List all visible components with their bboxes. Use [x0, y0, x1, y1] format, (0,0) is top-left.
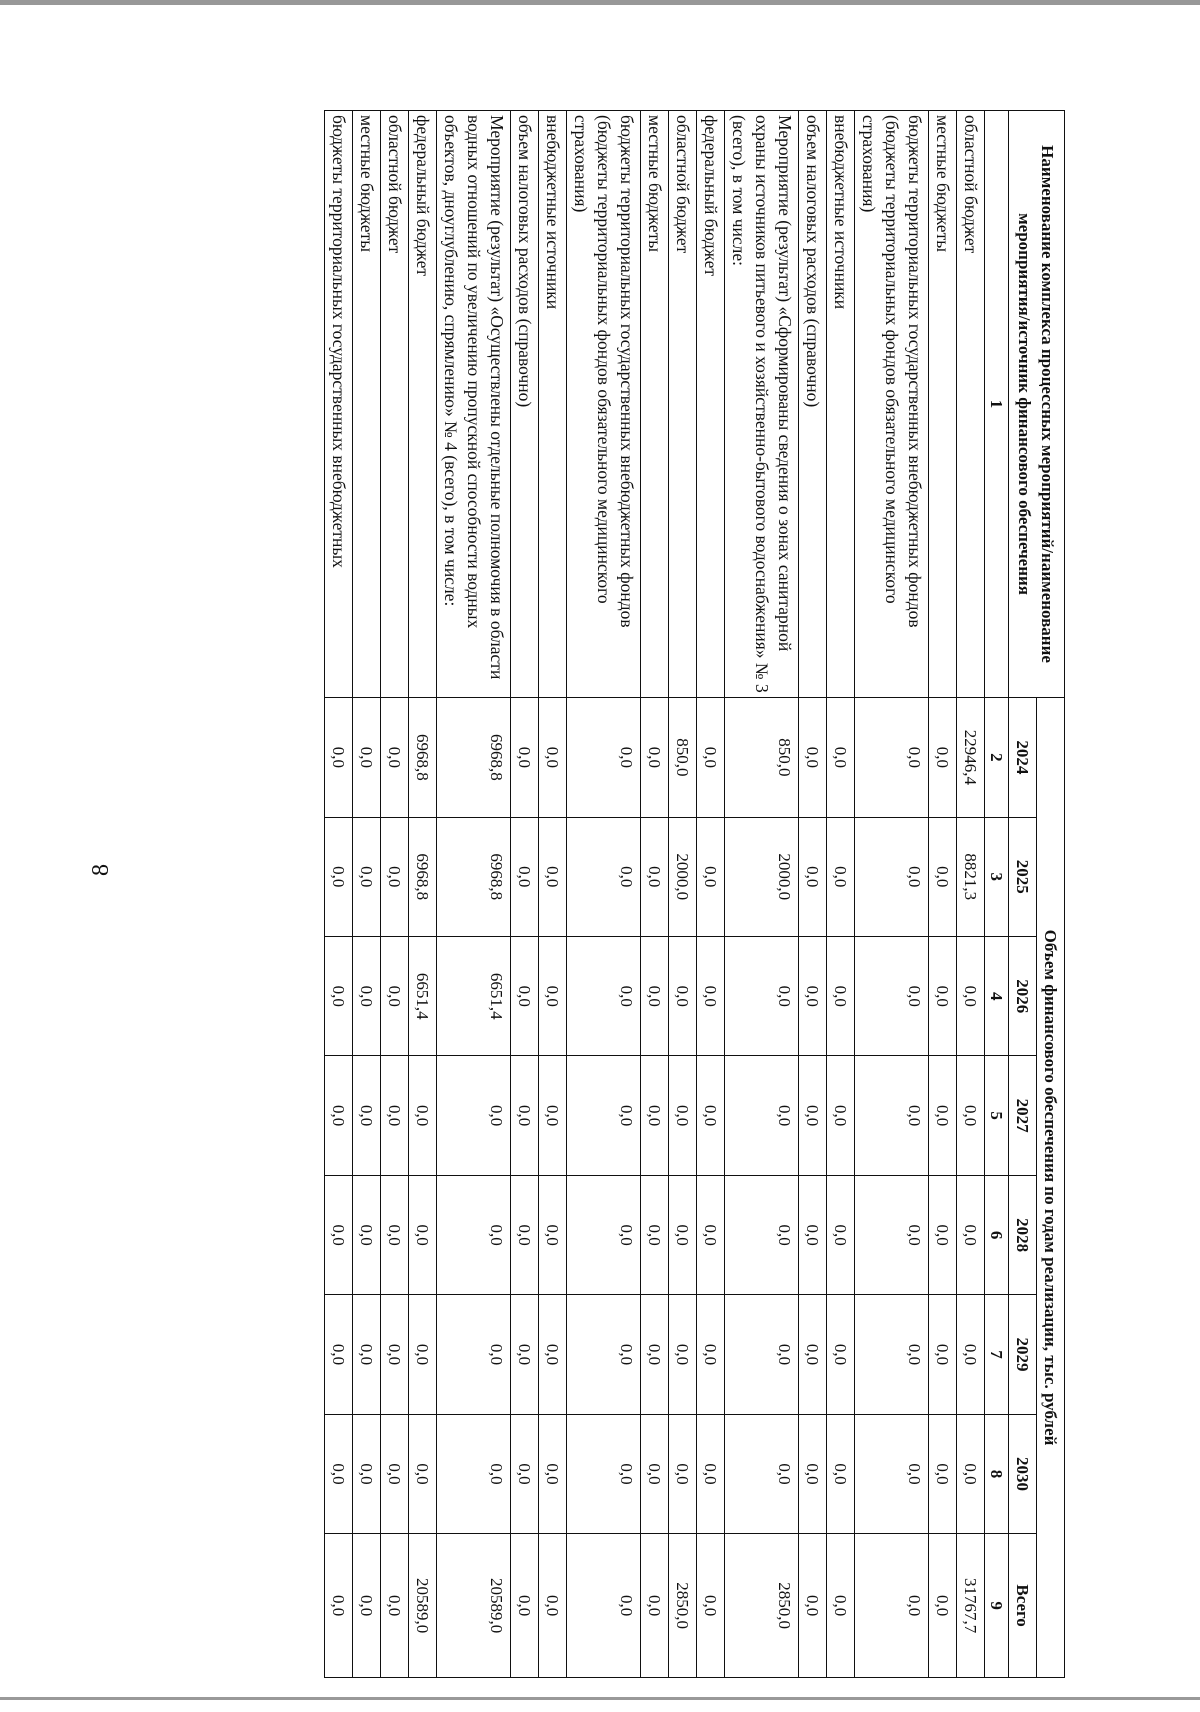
row-value-cell: 0,0 — [725, 1056, 799, 1175]
row-value-cell: 0,0 — [697, 1414, 725, 1533]
header-year: 2026 — [1009, 936, 1037, 1055]
row-value-cell: 0,0 — [725, 1414, 799, 1533]
row-value-cell: 0,0 — [325, 698, 353, 817]
table-row — [353, 111, 381, 1678]
row-value-cell: 0,0 — [539, 698, 567, 817]
row-value-cell: 0,0 — [539, 817, 567, 936]
row-value-cell: 0,0 — [669, 1295, 697, 1414]
row-value-cell: 0,0 — [957, 1414, 985, 1533]
row-value-cell: 0,0 — [697, 817, 725, 936]
row-value-cell: 6968,8 — [409, 698, 437, 817]
table-row — [957, 111, 985, 1678]
table-row — [437, 111, 511, 1678]
row-value-cell: 0,0 — [827, 1295, 855, 1414]
row-value-cell: 0,0 — [641, 1295, 669, 1414]
row-value-cell: 0,0 — [325, 1414, 353, 1533]
table-row — [539, 111, 567, 1678]
row-value-cell: 0,0 — [567, 1414, 641, 1533]
row-value-cell: 0,0 — [409, 1175, 437, 1294]
row-value-cell: 0,0 — [697, 698, 725, 817]
row-label: Мероприятие (результат) «Сформированы сведения о зонах санитарной охраны источников питьевого и хозяйственно-бытового водоснабжения» № 3 (всего), в том числе: — [725, 111, 799, 698]
row-value-cell: 2000,0 — [725, 817, 799, 936]
table-row — [641, 111, 669, 1678]
row-value-cell: 0,0 — [511, 817, 539, 936]
row-value-cell: 0,0 — [511, 698, 539, 817]
row-value-cell: 0,0 — [799, 1056, 827, 1175]
row-value-cell: 0,0 — [725, 1175, 799, 1294]
row-value-cell: 0,0 — [437, 1056, 511, 1175]
row-value-cell: 0,0 — [325, 1175, 353, 1294]
header-year: 2029 — [1009, 1295, 1037, 1414]
row-value-cell: 0,0 — [353, 1056, 381, 1175]
row-value-cell: 0,0 — [325, 817, 353, 936]
table-row — [409, 111, 437, 1678]
row-value-cell: 0,0 — [641, 1056, 669, 1175]
row-total-cell: 0,0 — [353, 1534, 381, 1678]
row-value-cell: 0,0 — [827, 1056, 855, 1175]
row-value-cell: 0,0 — [855, 936, 929, 1055]
rotated-table-wrapper — [140, 110, 1065, 1678]
row-value-cell: 0,0 — [929, 936, 957, 1055]
row-value-cell: 0,0 — [353, 1295, 381, 1414]
row-total-cell: 31767,7 — [957, 1534, 985, 1678]
row-total-cell: 2850,0 — [669, 1534, 697, 1678]
row-value-cell: 0,0 — [799, 1414, 827, 1533]
header-funding-title: Объем финансового обеспечения по годам реализации, тыс. рублей — [1037, 698, 1065, 1678]
row-value-cell: 0,0 — [799, 1175, 827, 1294]
row-value-cell: 0,0 — [855, 1295, 929, 1414]
row-label: местные бюджеты — [641, 111, 669, 698]
row-total-cell: 20589,0 — [437, 1534, 511, 1678]
row-value-cell: 0,0 — [353, 698, 381, 817]
row-value-cell: 0,0 — [641, 936, 669, 1055]
financing-table — [324, 110, 1065, 1678]
row-value-cell: 6651,4 — [437, 936, 511, 1055]
row-value-cell: 6651,4 — [409, 936, 437, 1055]
row-value-cell: 0,0 — [855, 1175, 929, 1294]
row-label: областной бюджет — [957, 111, 985, 698]
row-value-cell: 0,0 — [957, 1056, 985, 1175]
row-total-cell: 0,0 — [539, 1534, 567, 1678]
row-value-cell: 0,0 — [641, 1175, 669, 1294]
row-value-cell: 0,0 — [957, 1175, 985, 1294]
row-value-cell: 0,0 — [567, 1175, 641, 1294]
row-total-cell: 0,0 — [641, 1534, 669, 1678]
row-value-cell: 0,0 — [697, 936, 725, 1055]
row-value-cell: 0,0 — [353, 1414, 381, 1533]
header-index: 9 — [985, 1534, 1009, 1678]
row-value-cell: 0,0 — [539, 1056, 567, 1175]
row-value-cell: 0,0 — [381, 1056, 409, 1175]
row-value-cell: 0,0 — [669, 1056, 697, 1175]
table-row — [697, 111, 725, 1678]
row-value-cell: 0,0 — [353, 817, 381, 936]
row-label: областной бюджет — [669, 111, 697, 698]
row-value-cell: 0,0 — [325, 1056, 353, 1175]
header-index: 5 — [985, 1056, 1009, 1175]
row-value-cell: 0,0 — [381, 1414, 409, 1533]
header-year: 2028 — [1009, 1175, 1037, 1294]
header-index: 2 — [985, 698, 1009, 817]
row-total-cell: 0,0 — [827, 1534, 855, 1678]
header-index: 4 — [985, 936, 1009, 1055]
table-row — [725, 111, 799, 1678]
row-value-cell: 0,0 — [539, 1175, 567, 1294]
header-year: 2025 — [1009, 817, 1037, 936]
row-value-cell: 0,0 — [799, 936, 827, 1055]
row-total-cell: 0,0 — [325, 1534, 353, 1678]
row-value-cell: 0,0 — [929, 1175, 957, 1294]
row-value-cell: 0,0 — [511, 1175, 539, 1294]
row-value-cell: 0,0 — [929, 698, 957, 817]
row-value-cell: 0,0 — [567, 1056, 641, 1175]
row-value-cell: 0,0 — [641, 698, 669, 817]
row-value-cell: 0,0 — [539, 936, 567, 1055]
scan-edge-bottom — [0, 1697, 1200, 1700]
row-value-cell: 0,0 — [325, 1295, 353, 1414]
row-value-cell: 0,0 — [437, 1414, 511, 1533]
row-value-cell: 0,0 — [381, 698, 409, 817]
row-value-cell: 850,0 — [669, 698, 697, 817]
row-value-cell: 0,0 — [539, 1295, 567, 1414]
row-value-cell: 0,0 — [929, 1056, 957, 1175]
row-value-cell: 0,0 — [539, 1414, 567, 1533]
row-value-cell: 0,0 — [353, 1175, 381, 1294]
row-label: местные бюджеты — [929, 111, 957, 698]
table-row — [827, 111, 855, 1678]
row-total-cell: 0,0 — [799, 1534, 827, 1678]
row-value-cell: 0,0 — [641, 1414, 669, 1533]
table-row — [855, 111, 929, 1678]
row-value-cell: 0,0 — [409, 1295, 437, 1414]
row-value-cell: 0,0 — [437, 1295, 511, 1414]
row-total-cell: 0,0 — [929, 1534, 957, 1678]
row-value-cell: 0,0 — [381, 936, 409, 1055]
row-value-cell: 0,0 — [353, 936, 381, 1055]
row-value-cell: 0,0 — [697, 1056, 725, 1175]
row-value-cell: 0,0 — [929, 1414, 957, 1533]
row-value-cell: 8821,3 — [957, 817, 985, 936]
table-row — [325, 111, 353, 1678]
page-number: 8 — [88, 864, 114, 876]
table-row — [567, 111, 641, 1678]
row-value-cell: 22946,4 — [957, 698, 985, 817]
row-value-cell: 0,0 — [381, 1295, 409, 1414]
row-label: объем налоговых расходов (справочно) — [511, 111, 539, 698]
row-label: объем налоговых расходов (справочно) — [799, 111, 827, 698]
header-index: 1 — [985, 111, 1009, 698]
row-label: внебюджетные источники — [539, 111, 567, 698]
row-value-cell: 0,0 — [827, 1414, 855, 1533]
row-value-cell: 6968,8 — [437, 698, 511, 817]
row-label: федеральный бюджет — [409, 111, 437, 698]
row-value-cell: 0,0 — [567, 936, 641, 1055]
row-value-cell: 0,0 — [669, 936, 697, 1055]
row-total-cell: 0,0 — [855, 1534, 929, 1678]
row-value-cell: 0,0 — [511, 1056, 539, 1175]
row-value-cell: 0,0 — [855, 817, 929, 936]
row-label: федеральный бюджет — [697, 111, 725, 698]
row-total-cell: 2850,0 — [725, 1534, 799, 1678]
header-year: 2027 — [1009, 1056, 1037, 1175]
row-value-cell: 0,0 — [799, 817, 827, 936]
header-year: 2024 — [1009, 698, 1037, 817]
table-row — [799, 111, 827, 1678]
table-row — [381, 111, 409, 1678]
row-value-cell: 0,0 — [381, 1175, 409, 1294]
row-value-cell: 0,0 — [855, 1056, 929, 1175]
row-value-cell: 0,0 — [669, 1414, 697, 1533]
row-value-cell: 0,0 — [725, 1295, 799, 1414]
row-value-cell: 0,0 — [567, 698, 641, 817]
header-index: 3 — [985, 817, 1009, 936]
row-label: бюджеты территориальных государственных внебюджетных — [325, 111, 353, 698]
row-value-cell: 0,0 — [567, 817, 641, 936]
row-label: областной бюджет — [381, 111, 409, 698]
row-value-cell: 0,0 — [511, 1295, 539, 1414]
row-value-cell: 2000,0 — [669, 817, 697, 936]
row-value-cell: 0,0 — [929, 817, 957, 936]
row-total-cell: 0,0 — [381, 1534, 409, 1678]
row-value-cell: 0,0 — [725, 936, 799, 1055]
row-value-cell: 6968,8 — [437, 817, 511, 936]
row-value-cell: 6968,8 — [409, 817, 437, 936]
row-value-cell: 0,0 — [511, 936, 539, 1055]
row-value-cell: 0,0 — [325, 936, 353, 1055]
header-index: 6 — [985, 1175, 1009, 1294]
row-value-cell: 0,0 — [827, 698, 855, 817]
row-total-cell: 0,0 — [511, 1534, 539, 1678]
row-value-cell: 0,0 — [511, 1414, 539, 1533]
header-index: 8 — [985, 1414, 1009, 1533]
row-total-cell: 0,0 — [567, 1534, 641, 1678]
table-body — [325, 111, 985, 1678]
header-name-col: Наименование комплекса процессных мероприятий/наименование мероприятия/источник финансового обеспечения — [1009, 111, 1065, 698]
row-label: Мероприятие (результат) «Осуществлены отдельные полномочия в области водных отношений по увеличению пропускной способности водных объектов, дноуглублению, спрямлению» № 4 (всего), в том числе: — [437, 111, 511, 698]
row-total-cell: 0,0 — [697, 1534, 725, 1678]
header-year: 2030 — [1009, 1414, 1037, 1533]
table-row — [511, 111, 539, 1678]
table-row — [669, 111, 697, 1678]
row-value-cell: 0,0 — [567, 1295, 641, 1414]
row-label: внебюджетные источники — [827, 111, 855, 698]
row-value-cell: 0,0 — [957, 1295, 985, 1414]
row-value-cell: 0,0 — [697, 1175, 725, 1294]
row-value-cell: 0,0 — [697, 1295, 725, 1414]
row-value-cell: 0,0 — [855, 698, 929, 817]
header-total: Всего — [1009, 1534, 1037, 1678]
row-label: местные бюджеты — [353, 111, 381, 698]
row-value-cell: 0,0 — [855, 1414, 929, 1533]
row-value-cell: 0,0 — [827, 817, 855, 936]
table-row — [929, 111, 957, 1678]
row-value-cell: 0,0 — [437, 1175, 511, 1294]
row-value-cell: 0,0 — [957, 936, 985, 1055]
row-label: бюджеты территориальных государственных внебюджетных фондов (бюджеты территориальных фондов обязательного медицинского страхования) — [567, 111, 641, 698]
row-value-cell: 0,0 — [641, 817, 669, 936]
row-value-cell: 0,0 — [827, 936, 855, 1055]
row-value-cell: 0,0 — [409, 1056, 437, 1175]
row-value-cell: 0,0 — [799, 698, 827, 817]
scan-edge-top — [0, 0, 1200, 5]
row-label: бюджеты территориальных государственных внебюджетных фондов (бюджеты территориальных фондов обязательного медицинского страхования) — [855, 111, 929, 698]
row-value-cell: 0,0 — [799, 1295, 827, 1414]
row-value-cell: 0,0 — [381, 817, 409, 936]
header-index: 7 — [985, 1295, 1009, 1414]
row-value-cell: 0,0 — [827, 1175, 855, 1294]
row-value-cell: 850,0 — [725, 698, 799, 817]
row-value-cell: 0,0 — [929, 1295, 957, 1414]
row-value-cell: 0,0 — [669, 1175, 697, 1294]
row-total-cell: 20589,0 — [409, 1534, 437, 1678]
row-value-cell: 0,0 — [409, 1414, 437, 1533]
